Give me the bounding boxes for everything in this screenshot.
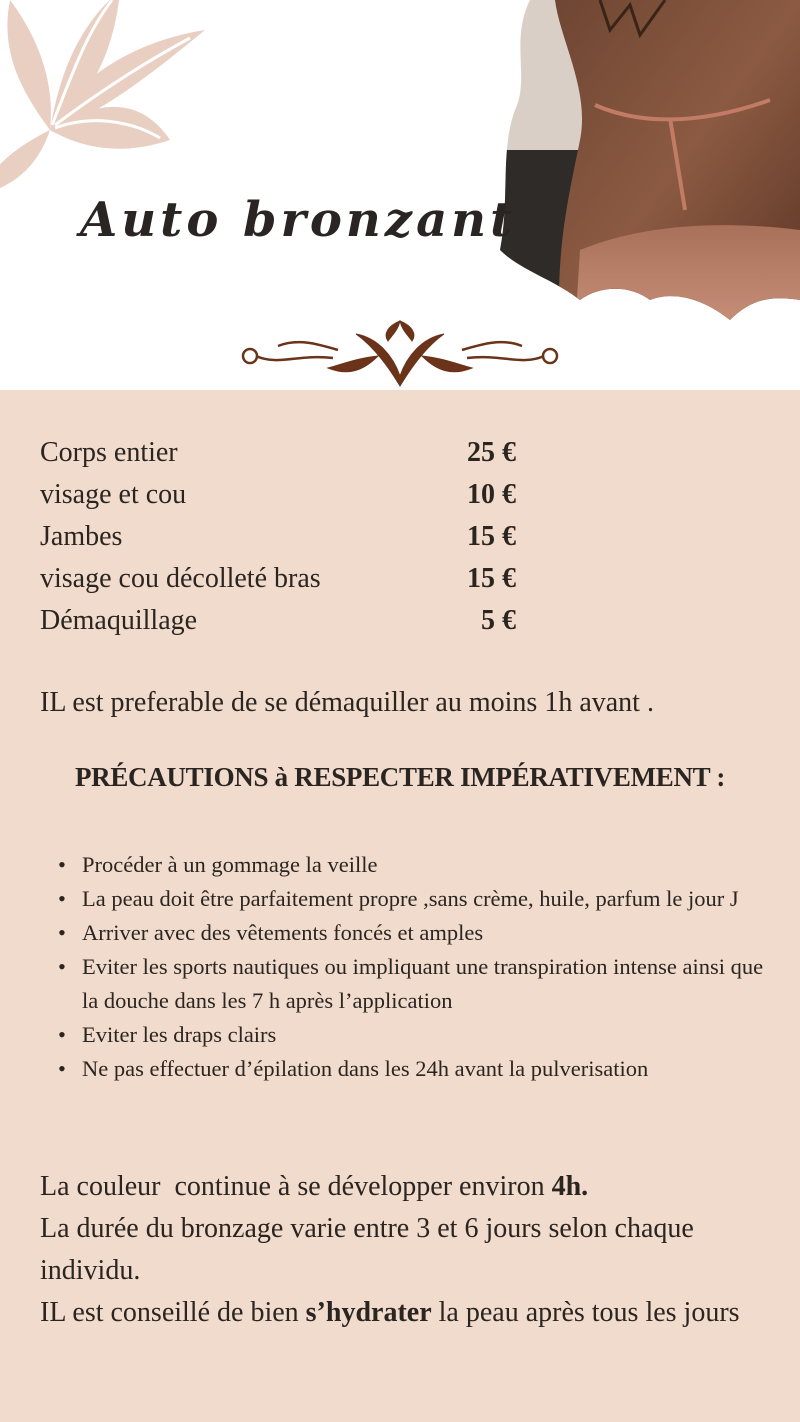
list-item — [52, 950, 772, 1018]
price-amount: 25 € — [467, 437, 516, 468]
color-development-line — [40, 1166, 770, 1208]
price-row — [40, 475, 520, 517]
list-item-text: Arriver avec des vêtements foncés et amples — [82, 920, 484, 945]
list-item-text: Eviter les draps clairs — [82, 1022, 277, 1047]
list-item-text: Eviter les sports nautiques ou impliquant une transpiration intense ainsi que la douche dans les 7 h après l’application — [82, 954, 764, 1013]
flower-decoration-icon — [0, 0, 220, 200]
header-section — [0, 0, 800, 390]
color-development-duration: 4h. — [551, 1171, 589, 1202]
price-amount: 15 € — [467, 563, 516, 594]
bullet-dot-icon: • — [58, 954, 66, 979]
list-item-text: La peau doit être parfaitement propre ,sans crème, huile, parfum le jour J — [82, 886, 739, 911]
list-item-text: Procéder à un gommage la veille — [82, 852, 378, 877]
bullet-dot-icon: • — [58, 1056, 66, 1081]
scroll-ornament-icon — [238, 316, 562, 390]
bullet-dot-icon: • — [58, 1022, 66, 1047]
list-item — [52, 882, 772, 916]
color-development-text: La couleur continue à se développer environ — [40, 1171, 552, 1202]
price-amount: 15 € — [467, 521, 516, 552]
list-item — [52, 848, 772, 882]
list-item — [52, 916, 772, 950]
list-item-text: Ne pas effectuer d’épilation dans les 24h avant la pulverisation — [82, 1056, 649, 1081]
bullet-dot-icon: • — [58, 852, 66, 877]
hydration-keyword: s’hydrater — [305, 1297, 432, 1328]
bullet-dot-icon: • — [58, 920, 66, 945]
precautions-list — [52, 848, 772, 1086]
price-row — [40, 601, 520, 643]
price-item-name: Démaquillage — [40, 605, 198, 636]
price-item-name: Jambes — [40, 521, 123, 552]
bullet-dot-icon: • — [58, 886, 66, 911]
price-row — [40, 559, 520, 601]
hydration-prefix: IL est conseillé de bien — [40, 1297, 306, 1328]
price-item-name: visage cou décolleté bras — [40, 563, 321, 594]
list-item — [52, 1018, 772, 1052]
footer-info — [40, 1166, 770, 1334]
precautions-title: PRÉCAUTIONS à RESPECTER IMPÉRATIVEMENT : — [74, 762, 726, 792]
tan-duration-line: La durée du bronzage varie entre 3 et 6 jours selon chaque individu. — [40, 1213, 694, 1286]
list-item — [52, 1052, 772, 1086]
price-item-name: Corps entier — [40, 437, 178, 468]
price-row — [40, 433, 520, 475]
makeup-note: IL est preferable de se démaquiller au moins 1h avant . — [40, 687, 654, 718]
page-title: Auto bronzant — [80, 192, 517, 248]
price-amount: 10 € — [467, 479, 516, 510]
tanning-photo — [500, 0, 800, 330]
hydration-line — [40, 1292, 770, 1334]
price-item-name: visage et cou — [40, 479, 187, 510]
price-list — [40, 433, 520, 643]
price-amount: 5 € — [481, 605, 516, 636]
price-row — [40, 517, 520, 559]
hydration-suffix: la peau après tous les jours — [431, 1297, 740, 1328]
